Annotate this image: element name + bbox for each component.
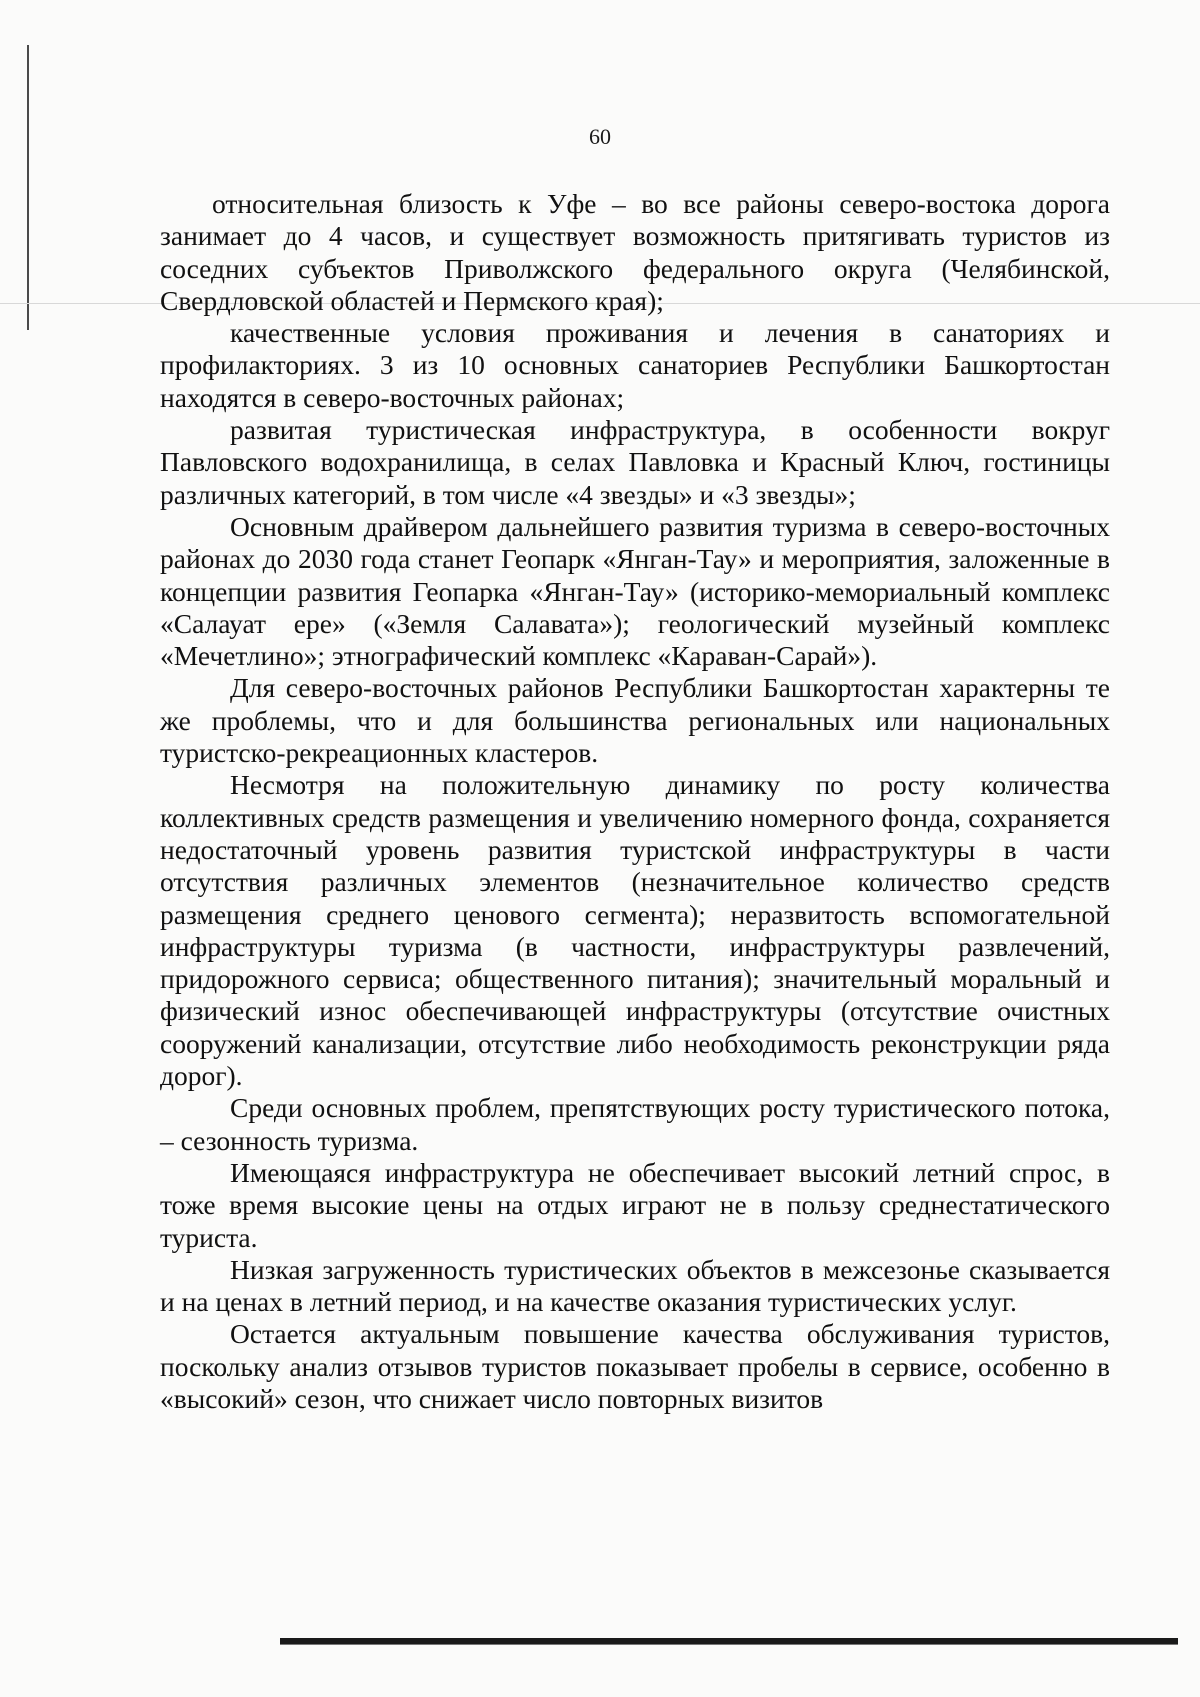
paragraph: Среди основных проблем, препятствующих росту туристического потока, – сезонность туризма. <box>160 1092 1110 1156</box>
paragraph: Имеющаяся инфраструктура не обеспечивает высокий летний спрос, в тоже время высокие цены на отдых играют не в пользу среднестатического туриста. <box>160 1156 1110 1253</box>
paragraph: относительная близость к Уфе – во все районы северо-востока дорога занимает до 4 часов, и существует возможность притягивать туристов из соседних субъектов Приволжского федерального округа (Челябинской, Свердловской областей и Пермского края); <box>160 188 1110 316</box>
bottom-rule-shadow <box>280 1644 1178 1645</box>
paragraph: Для северо-восточных районов Республики Башкортостан характерны те же проблемы, что и для большинства региональных или национальных туристско-рекреационных кластеров. <box>160 672 1110 769</box>
page-number: 60 <box>589 124 611 149</box>
body-text <box>160 188 1110 1415</box>
paragraph: Основным драйвером дальнейшего развития туризма в северо-восточных районах до 2030 года станет Геопарк «Янган-Тау» и мероприятия, заложенные в концепции развития Геопарка «Янган-Тау» (историко-мемориальный комплекс «Салауат ере» («Земля Салавата»); геологический музейный комплекс «Мечетлино»; этнографический комплекс «Караван-Сарай»). <box>160 510 1110 672</box>
paragraph: Остается актуальным повышение качества обслуживания туристов, поскольку анализ отзывов туристов показывает пробелы в сервисе, особенно в «высокий» сезон, что снижает число повторных визитов <box>160 1318 1110 1414</box>
paragraph: развитая туристическая инфраструктура, в особенности вокруг Павловского водохранилища, в селах Павловка и Красный Ключ, гостиницы различных категорий, в том числе «4 звезды» и «3 звезды»; <box>160 414 1110 510</box>
paragraph: Несмотря на положительную динамику по росту количества коллективных средств размещения и увеличению номерного фонда, сохраняется недостаточный уровень развития туристской инфраструктуры в части отсутствия различных элементов (незначительное количество средств размещения среднего ценового сегмента); неразвитость вспомогательной инфраструктуры туризма (в частности, инфраструктуры развлечений, придорожного сервиса; общественного питания); значительный моральный и физический износ обеспечивающей инфраструктуры (отсутствие очистных сооружений канализации, отсутствие либо необходимость реконструкции ряда дорог). <box>160 769 1110 1092</box>
paragraph: качественные условия проживания и лечения в санаториях и профилакториях. 3 из 10 основных санаториев Республики Башкортостан находятся в северо-восточных районах; <box>160 317 1110 413</box>
paragraph: Низкая загруженность туристических объектов в межсезонье сказывается и на ценах в летний период, и на качестве оказания туристических услуг. <box>160 1253 1110 1318</box>
scan-edge-line <box>27 45 29 330</box>
